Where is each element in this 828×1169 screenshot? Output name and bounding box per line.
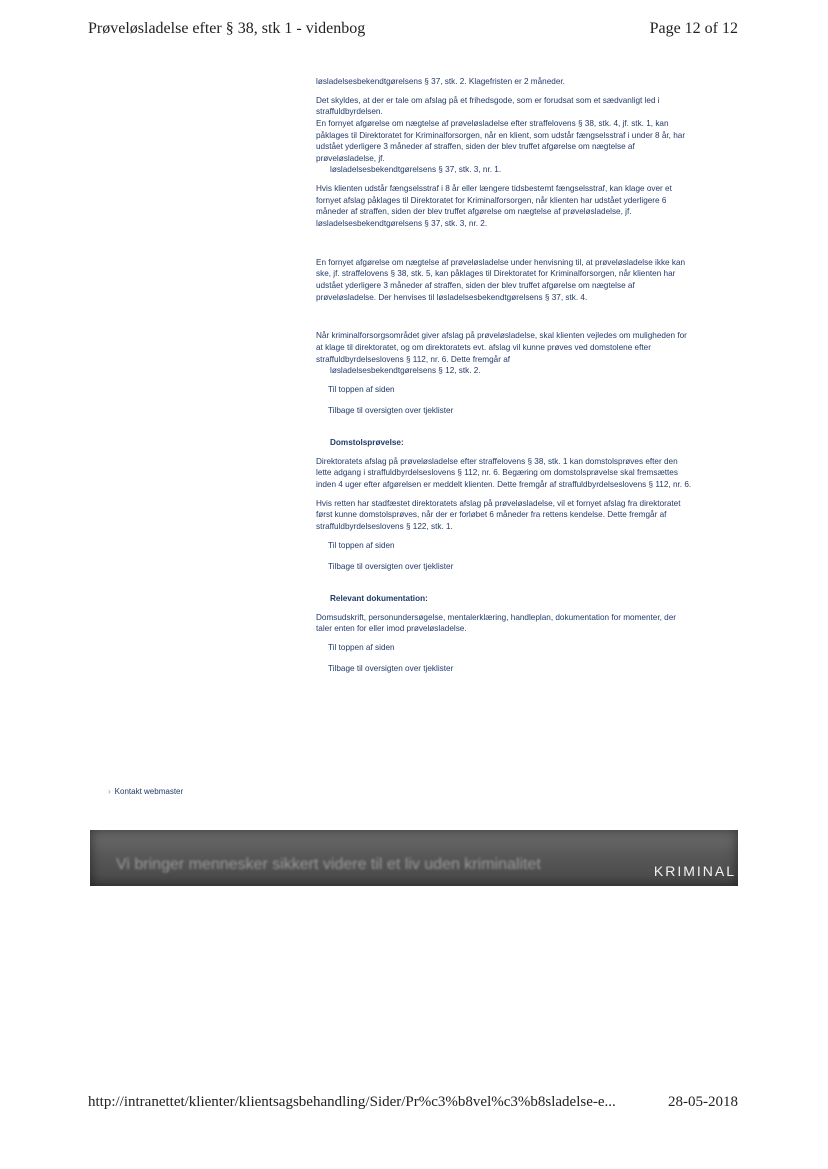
link-back-to-checklists[interactable]: Tilbage til oversigten over tjeklister [328,562,454,572]
footer-banner [90,830,738,886]
contact-webmaster-link[interactable] [108,787,183,796]
page-url: http://intranettet/klienter/klientsagsbehandling/Sider/Pr%c3%b8vel%c3%b8sladelse-e... [88,1094,616,1110]
paragraph-documentation: Domsudskrift, personundersøgelse, mentalerklæring, handleplan, dokumentation for momenter, der taler enten for eller imod prøveløsladelse. [316,612,676,634]
paragraph-court-review: Direktoratets afslag på prøveløsladelse efter straffelovens § 38, stk. 1 kan domstolsprøves efter den lette adgang i straffuldbyrdelseslovens § 112, nr. 6. Begæring om domstolsprøvelse skal fremsættes inden 4 uger efter afgørelsen er meddelt klienten. Dette fremgår af straffuldbyrdelseslovens § 112, nr. 6. [316,456,692,490]
reference-line: løsladelsesbekendtgørelsens § 37, stk. 3, nr. 1. [330,165,502,175]
link-to-top[interactable]: Til toppen af siden [328,384,395,394]
banner-brand-logo: KRIMINAL [653,863,736,879]
reference-line: løsladelsesbekendtgørelsens § 12, stk. 2. [330,366,481,376]
article-body [316,76,694,675]
heading-court-review: Domstolsprøvelse: [330,438,404,448]
link-back-to-checklists[interactable]: Tilbage til oversigten over tjeklister [328,406,454,416]
print-footer [88,1094,738,1111]
page-number: Page 12 of 12 [649,20,738,37]
paragraph-guidance: Når kriminalforsorgsområdet giver afslag på prøveløsladelse, skal klienten vejledes om muligheden for at klage til direktoratet, og om direktoratets evt. afslag vil kunne prøves ved domstolene efter straffuldbyrdelseslovens § 112, nr. 6. Dette fremgår af løsladelsesbekendtgørelsens § 12, stk. 2. [316,331,687,376]
link-to-top[interactable]: Til toppen af siden [328,642,395,652]
print-header [88,20,738,38]
document-title: Prøveløsladelse efter § 38, stk 1 - videnbog [88,20,366,37]
paragraph-eight-years: Hvis klienten udstår fængselsstraf i 8 år eller længere tidsbestemt fængselsstraf, kan klage over et fornyet afslag påklages til Direktoratet for Kriminalforsorgen, når klienten har udstået yderligere 6 måneder af straffen, siden der blev truffet afgørelse om nægtelse af prøveløsladelse, jf. løsladelsesbekendtgørelsens § 37, stk. 3, nr. 2. [316,184,672,229]
paragraph-renewed-decision: En fornyet afgørelse om nægtelse af prøveløsladelse efter straffelovens § 38, stk. 4, jf. stk. 1, kan påklages til Direktoratet for Kriminalforsorgen, når en klient, som udstår fængselsstraf i under 8 år, har udstået yderligere 3 måneder af straffen, siden der blev truffet afgørelse om nægtelse af prøveløsladelse, jf. [316,118,686,163]
link-to-top[interactable]: Til toppen af siden [328,540,395,550]
paragraph-upheld: Hvis retten har stadfæstet direktoratets afslag på prøveløsladelse, vil et fornyet afslag fra direktoratet først kunne domstolsprøves, når der er forløbet 6 måneder fra rettens kendelse. Dette fremgår af straffuldbyrdelseslovens § 122, stk. 1. [316,498,681,531]
contact-webmaster-label: Kontakt webmaster [114,787,184,796]
print-date: 28-05-2018 [668,1094,738,1110]
banner-slogan: Vi bringer mennesker sikkert videre til et liv uden kriminalitet [116,856,541,873]
paragraph-section-5: En fornyet afgørelse om nægtelse af prøveløsladelse under henvisning til, at prøveløsladelse ikke kan ske, jf. straffelovens § 38, stk. 5, kan påklages til Direktoratet for Kriminalforsorgen, når klienten har udstået yderligere 3 måneder af straffen, siden der blev truffet afgørelse om nægtelse af prøveløsladelse. Der henvises til løsladelsesbekendtgørelsens § 37, stk. 4. [316,257,686,302]
chevron-right-icon: › [108,787,111,796]
paragraph-complaint-deadline: løsladelsesbekendtgørelsens § 37, stk. 2. Klagefristen er 2 måneder. [316,77,565,86]
link-back-to-checklists[interactable]: Tilbage til oversigten over tjeklister [328,664,454,674]
paragraph-reason: Det skyldes, at der er tale om afslag på et frihedsgode, som er forudsat som et sædvanligt led i straffuldbyrdelsen. En fornyet afgørelse om nægtelse af prøveløsladelse efter straffelovens § 38, stk. 4, jf. stk. 1, kan påklages til Direktoratet for Kriminalforsorgen, når en klient, som udstår fængselsstraf i under 8 år, har udstået yderligere 3 måneder af straffen, siden der blev truffet afgørelse om nægtelse af prøveløsladelse, jf. løsladelsesbekendtgørelsens § 37, stk. 3, nr. 1. [316,95,686,175]
heading-relevant-documentation: Relevant dokumentation: [330,593,428,603]
